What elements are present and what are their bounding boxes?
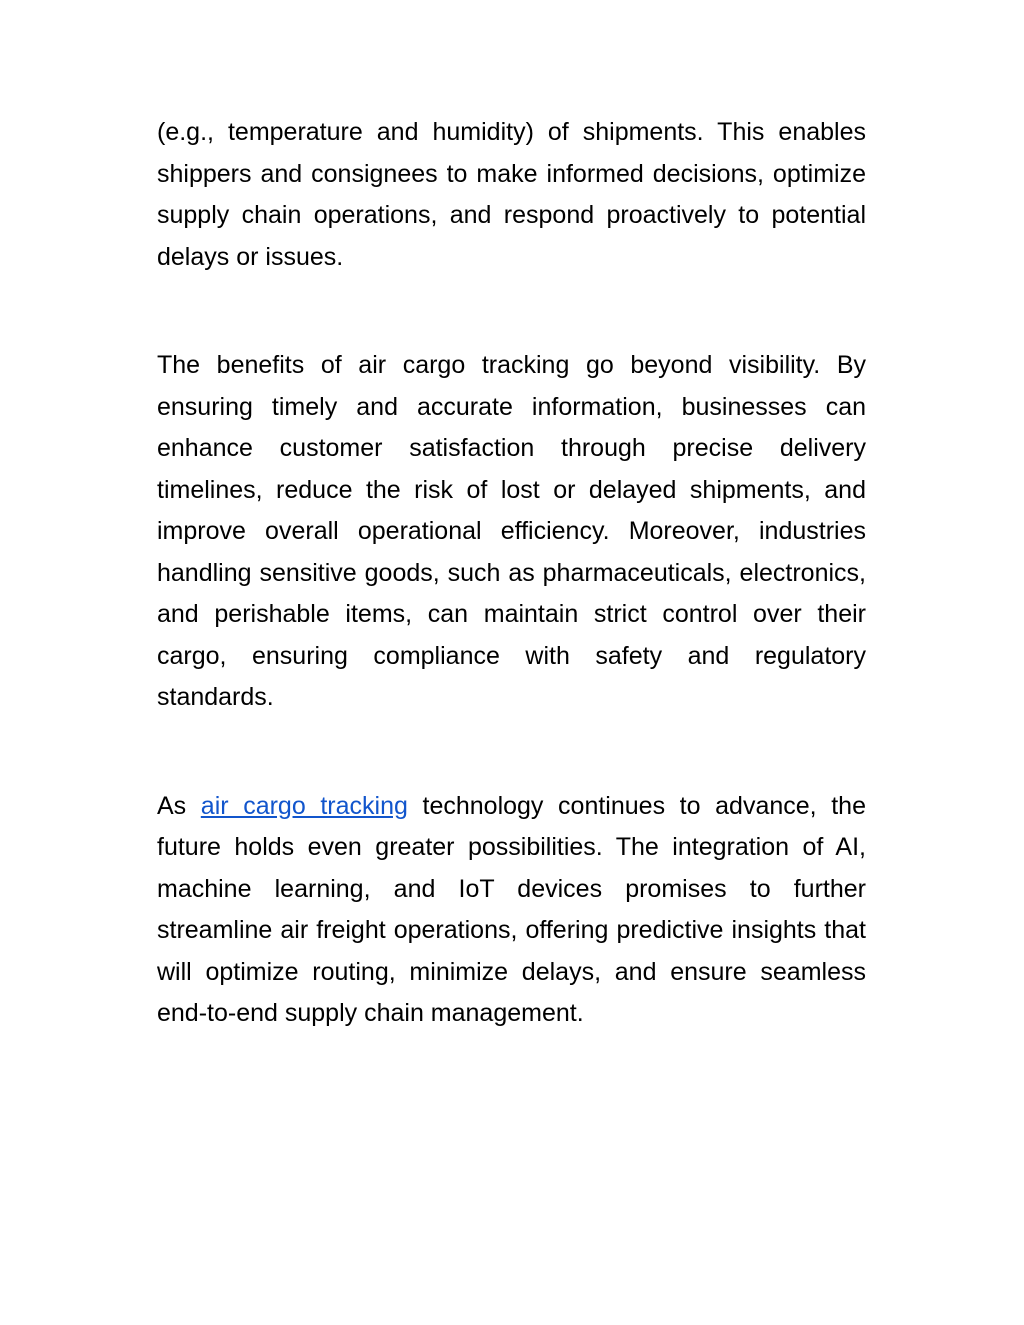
paragraph-text: The benefits of air cargo tracking go beyond visibility. By ensuring timely and accurate information, businesses can enhance customer satisfaction through precise delivery timelines, reduce the risk of lost or delayed shipments, and improve overall operational efficiency. Moreover, industries handling sensitive goods, such as pharmaceuticals, electronics, and perishable items, can maintain strict control over their cargo, ensuring compliance with safety and regulatory standards. xyxy=(157,351,866,711)
paragraph-monitoring-conditions xyxy=(157,112,866,278)
air-cargo-tracking-link[interactable]: air cargo tracking xyxy=(200,791,408,820)
document-body xyxy=(157,112,866,1102)
paragraph-text-after-link: technology continues to advance, the future holds even greater possibilities. The integration of AI, machine learning, and IoT devices promises to further streamline air freight operations, offering predictive insights that will optimize routing, minimize delays, and ensure seamless end-to-end supply chain management. xyxy=(157,791,866,1027)
paragraph-benefits xyxy=(157,345,866,719)
paragraph-text: (e.g., temperature and humidity) of shipments. This enables shippers and consignees to make informed decisions, optimize supply chain operations, and respond proactively to potential delays or issues. xyxy=(157,118,866,271)
paragraph-text-before-link: As xyxy=(157,791,201,820)
paragraph-future xyxy=(157,786,866,1035)
